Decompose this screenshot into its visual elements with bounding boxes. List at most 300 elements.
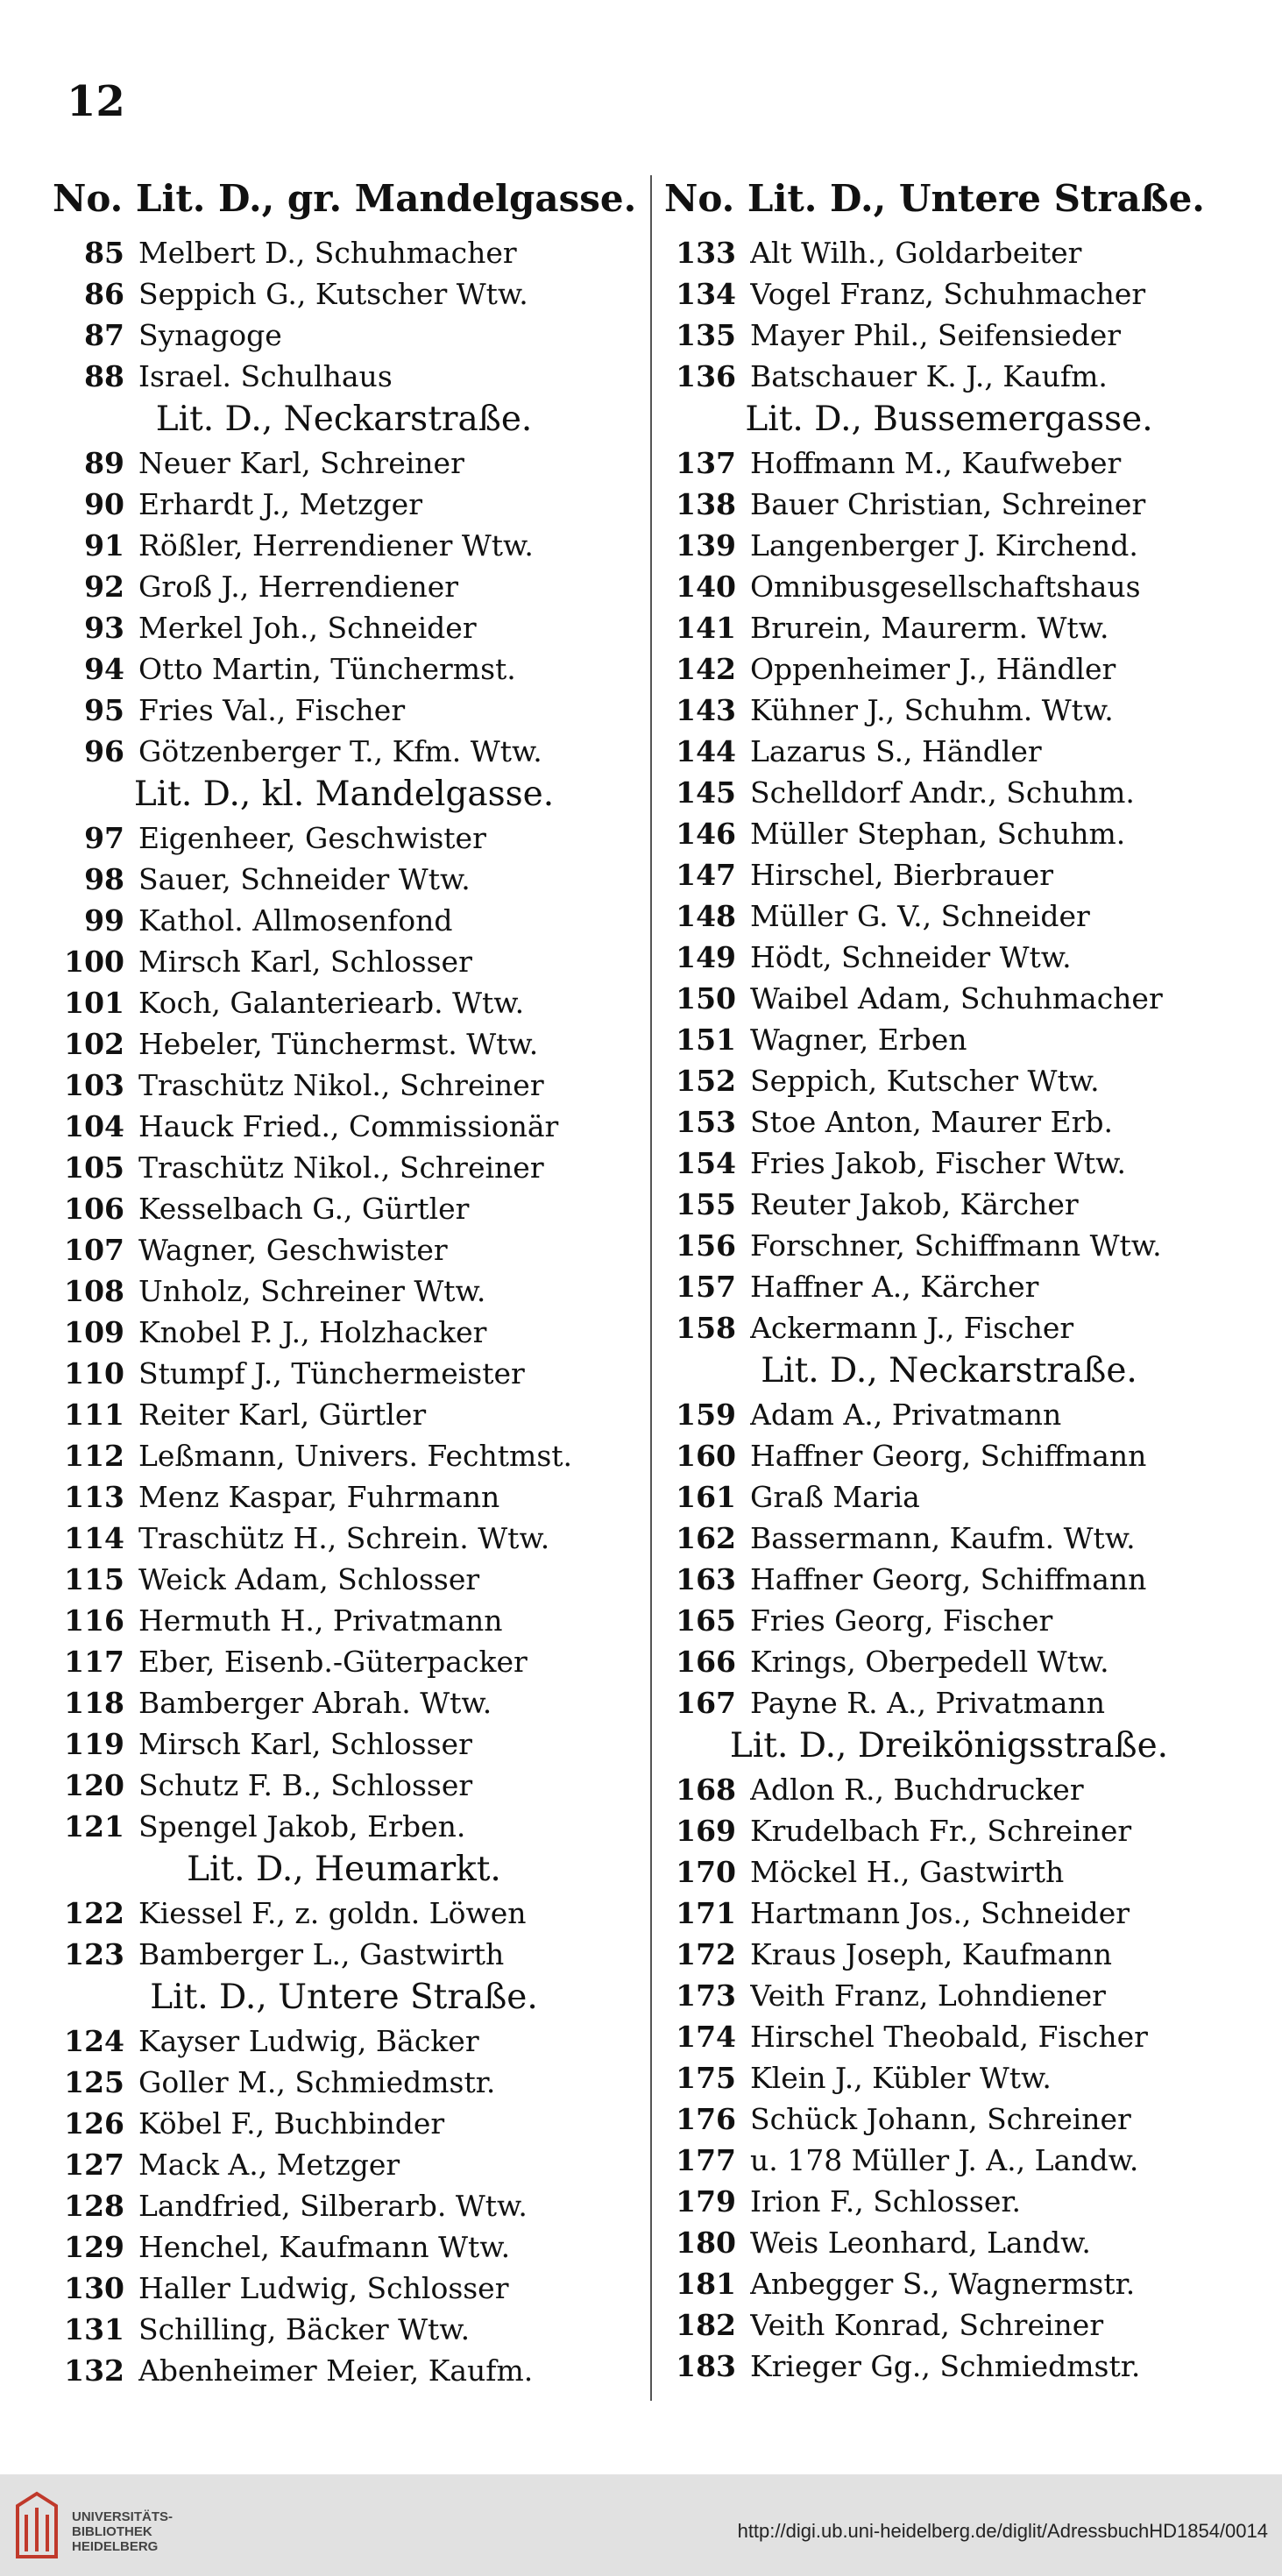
directory-entry bbox=[664, 1143, 1234, 1184]
resident-name: Traschütz H., Schrein. Wtw. bbox=[138, 1521, 550, 1555]
resident-name: Bassermann, Kaufm. Wtw. bbox=[750, 1521, 1136, 1555]
house-number: 95 bbox=[84, 693, 124, 727]
house-number: 135 bbox=[676, 318, 736, 352]
directory-entry bbox=[53, 690, 635, 731]
resident-name: Koch, Galanteriearb. Wtw. bbox=[138, 986, 525, 1020]
resident-name: Synagoge bbox=[138, 318, 282, 352]
directory-entry bbox=[53, 2309, 635, 2350]
directory-entry bbox=[664, 813, 1234, 854]
resident-name: Langenberger J. Kirchend. bbox=[750, 528, 1138, 563]
resident-name: Haller Ludwig, Schlosser bbox=[138, 2271, 509, 2305]
section-heading: Lit. D., kl. Mandelgasse. bbox=[133, 775, 555, 814]
resident-name: Eigenheer, Geschwister bbox=[138, 821, 486, 855]
directory-entry bbox=[664, 607, 1234, 648]
resident-name: Krudelbach Fr., Schreiner bbox=[750, 1814, 1132, 1848]
house-number: 113 bbox=[64, 1480, 124, 1514]
directory-entry bbox=[53, 1312, 635, 1353]
directory-entry bbox=[53, 1518, 635, 1559]
directory-entry bbox=[664, 1769, 1234, 1810]
section-heading: Lit. D., Bussemergasse. bbox=[745, 400, 1153, 439]
directory-entry bbox=[53, 2268, 635, 2309]
resident-name: Forschner, Schiffmann Wtw. bbox=[750, 1228, 1162, 1263]
house-number: 139 bbox=[676, 528, 736, 563]
house-number: 152 bbox=[676, 1064, 736, 1098]
resident-name: Kühner J., Schuhm. Wtw. bbox=[750, 693, 1114, 727]
section-heading: Lit. D., Neckarstraße. bbox=[155, 400, 533, 439]
resident-name: Haffner A., Kärcher bbox=[750, 1270, 1039, 1304]
directory-entry bbox=[664, 1184, 1234, 1225]
library-name bbox=[72, 2509, 173, 2554]
directory-entry bbox=[664, 232, 1234, 273]
resident-name: Hauck Fried., Commissionär bbox=[138, 1109, 559, 1143]
house-number: 137 bbox=[676, 446, 736, 480]
directory-entry bbox=[53, 1765, 635, 1806]
house-number: 92 bbox=[84, 570, 124, 604]
house-number: 119 bbox=[64, 1727, 124, 1761]
directory-entry bbox=[53, 2020, 635, 2062]
house-number: 179 bbox=[676, 2184, 736, 2219]
house-number: 170 bbox=[676, 1855, 736, 1889]
house-number: 104 bbox=[64, 1109, 124, 1143]
house-number: 124 bbox=[64, 2024, 124, 2058]
house-number: 174 bbox=[676, 2020, 736, 2054]
library-name-line-2: BIBLIOTHEK bbox=[72, 2524, 152, 2539]
library-name-line-1: UNIVERSITÄTS- bbox=[72, 2509, 174, 2524]
house-number: 158 bbox=[676, 1311, 736, 1345]
resident-name: Mirsch Karl, Schlosser bbox=[138, 1727, 472, 1761]
house-number: 159 bbox=[676, 1398, 736, 1432]
directory-entry bbox=[53, 2185, 635, 2226]
house-number: 147 bbox=[676, 858, 736, 892]
house-number: 123 bbox=[64, 1937, 124, 1971]
house-number: 154 bbox=[676, 1146, 736, 1180]
resident-name: Spengel Jakob, Erben. bbox=[138, 1809, 466, 1844]
house-number: 173 bbox=[676, 1978, 736, 2013]
section-heading: No. Lit. D., Untere Straße. bbox=[664, 177, 1205, 220]
house-number: 93 bbox=[84, 611, 124, 645]
directory-entry bbox=[53, 1353, 635, 1394]
resident-name: Adlon R., Buchdrucker bbox=[750, 1773, 1084, 1807]
house-number: 149 bbox=[676, 940, 736, 974]
resident-name: Knobel P. J., Holzhacker bbox=[138, 1315, 487, 1349]
resident-name: Hebeler, Tünchermst. Wtw. bbox=[138, 1027, 539, 1061]
resident-name: Krieger Gg., Schmiedmstr. bbox=[750, 2349, 1141, 2383]
directory-entry bbox=[53, 1476, 635, 1518]
directory-entry bbox=[664, 1307, 1234, 1348]
column-divider bbox=[650, 175, 652, 2401]
house-number: 176 bbox=[676, 2102, 736, 2136]
house-number: 162 bbox=[676, 1521, 736, 1555]
house-number: 86 bbox=[84, 277, 124, 311]
resident-name: Adam A., Privatmann bbox=[750, 1398, 1062, 1432]
resident-name: Hoffmann M., Kaufweber bbox=[750, 446, 1122, 480]
resident-name: Menz Kaspar, Fuhrmann bbox=[138, 1480, 500, 1514]
house-number: 183 bbox=[676, 2349, 736, 2383]
resident-name: Klein J., Kübler Wtw. bbox=[750, 2061, 1052, 2095]
resident-name: Möckel H., Gastwirth bbox=[750, 1855, 1065, 1889]
resident-name: Alt Wilh., Goldarbeiter bbox=[750, 236, 1082, 270]
directory-entry bbox=[664, 1101, 1234, 1143]
directory-entry bbox=[53, 982, 635, 1023]
directory-entry bbox=[53, 1394, 635, 1435]
house-number: 127 bbox=[64, 2148, 124, 2182]
house-number: 153 bbox=[676, 1105, 736, 1139]
resident-name: Goller M., Schmiedmstr. bbox=[138, 2065, 496, 2099]
house-number: 151 bbox=[676, 1023, 736, 1057]
directory-entry bbox=[664, 2346, 1234, 2387]
directory-entry bbox=[664, 1934, 1234, 1975]
directory-entry bbox=[53, 2144, 635, 2185]
house-number: 144 bbox=[676, 734, 736, 768]
house-number: 138 bbox=[676, 487, 736, 521]
directory-entry bbox=[53, 1723, 635, 1765]
resident-name: Brurein, Maurerm. Wtw. bbox=[750, 611, 1109, 645]
resident-name: Kesselbach G., Gürtler bbox=[138, 1192, 470, 1226]
house-number: 89 bbox=[84, 446, 124, 480]
resident-name: Veith Franz, Lohndiener bbox=[750, 1978, 1106, 2013]
resident-name: Kraus Joseph, Kaufmann bbox=[750, 1937, 1112, 1971]
resident-name: Traschütz Nikol., Schreiner bbox=[138, 1068, 544, 1102]
directory-entry bbox=[664, 1893, 1234, 1934]
house-number: 107 bbox=[64, 1233, 124, 1267]
resident-name: Waibel Adam, Schuhmacher bbox=[750, 981, 1163, 1016]
house-number: 110 bbox=[64, 1356, 124, 1391]
house-number: 171 bbox=[676, 1896, 736, 1930]
directory-entry bbox=[53, 1270, 635, 1312]
directory-entry bbox=[53, 941, 635, 982]
directory-entry bbox=[53, 1893, 635, 1934]
resident-name: Batschauer K. J., Kaufm. bbox=[750, 359, 1108, 393]
resident-name: Ackermann J., Fischer bbox=[750, 1311, 1074, 1345]
resident-name: Eber, Eisenb.-Güterpacker bbox=[138, 1645, 528, 1679]
directory-entry bbox=[664, 2057, 1234, 2098]
resident-name: Krings, Oberpedell Wtw. bbox=[750, 1645, 1109, 1679]
resident-name: Fries Georg, Fischer bbox=[750, 1603, 1053, 1638]
house-number: 88 bbox=[84, 359, 124, 393]
house-number: 177 bbox=[676, 2143, 736, 2177]
house-number: 102 bbox=[64, 1027, 124, 1061]
directory-entry bbox=[53, 859, 635, 900]
house-number: 112 bbox=[64, 1439, 124, 1473]
directory-entry bbox=[53, 1188, 635, 1229]
house-number: 134 bbox=[676, 277, 736, 311]
house-number: 91 bbox=[84, 528, 124, 563]
directory-entry bbox=[53, 2103, 635, 2144]
resident-name: Mack A., Metzger bbox=[138, 2148, 400, 2182]
directory-entry bbox=[664, 895, 1234, 937]
directory-entry bbox=[664, 978, 1234, 1019]
directory-entry bbox=[53, 1934, 635, 1975]
house-number: 172 bbox=[676, 1937, 736, 1971]
resident-name: Graß Maria bbox=[750, 1480, 920, 1514]
directory-entry bbox=[53, 566, 635, 607]
directory-entry bbox=[53, 1435, 635, 1476]
house-number: 148 bbox=[676, 899, 736, 933]
directory-entry bbox=[664, 273, 1234, 315]
resident-name: Haffner Georg, Schiffmann bbox=[750, 1562, 1147, 1596]
house-number: 126 bbox=[64, 2106, 124, 2141]
resident-name: Veith Konrad, Schreiner bbox=[750, 2308, 1104, 2342]
directory-entry bbox=[53, 356, 635, 397]
resident-name: Melbert D., Schuhmacher bbox=[138, 236, 517, 270]
house-number: 133 bbox=[676, 236, 736, 270]
directory-entry bbox=[664, 690, 1234, 731]
house-number: 97 bbox=[84, 821, 124, 855]
house-number: 96 bbox=[84, 734, 124, 768]
resident-name: Stumpf J., Tünchermeister bbox=[138, 1356, 525, 1391]
resident-name: Wagner, Erben bbox=[750, 1023, 967, 1057]
left-column bbox=[53, 171, 635, 2391]
house-number: 167 bbox=[676, 1686, 736, 1720]
directory-entry bbox=[664, 1060, 1234, 1101]
university-library-logo-icon bbox=[12, 2490, 61, 2560]
directory-entry bbox=[664, 356, 1234, 397]
house-number: 130 bbox=[64, 2271, 124, 2305]
source-url-link[interactable]: http://digi.ub.uni-heidelberg.de/diglit/AdressbuchHD1854/0014 bbox=[737, 2520, 1268, 2542]
resident-name: Schück Johann, Schreiner bbox=[750, 2102, 1131, 2136]
resident-name: Erhardt J., Metzger bbox=[138, 487, 422, 521]
directory-entry bbox=[664, 1518, 1234, 1559]
directory-entry bbox=[664, 442, 1234, 484]
house-number: 132 bbox=[64, 2353, 124, 2388]
resident-name: Kathol. Allmosenfond bbox=[138, 903, 453, 938]
resident-name: Irion F., Schlosser. bbox=[750, 2184, 1022, 2219]
house-number: 169 bbox=[676, 1814, 736, 1848]
resident-name: Mayer Phil., Seifensieder bbox=[750, 318, 1122, 352]
house-number: 161 bbox=[676, 1480, 736, 1514]
resident-name: Köbel F., Buchbinder bbox=[138, 2106, 445, 2141]
resident-name: Vogel Franz, Schuhmacher bbox=[750, 277, 1146, 311]
directory-entry bbox=[53, 315, 635, 356]
directory-entry bbox=[53, 1806, 635, 1847]
house-number: 105 bbox=[64, 1150, 124, 1185]
directory-entry bbox=[664, 1641, 1234, 1682]
directory-entry bbox=[664, 2098, 1234, 2140]
directory-entry bbox=[53, 1147, 635, 1188]
house-number: 99 bbox=[84, 903, 124, 938]
directory-entry bbox=[53, 2350, 635, 2391]
resident-name: Stoe Anton, Maurer Erb. bbox=[750, 1105, 1113, 1139]
house-number: 143 bbox=[676, 693, 736, 727]
section-heading: Lit. D., Dreikönigsstraße. bbox=[729, 1726, 1169, 1766]
directory-entry bbox=[664, 937, 1234, 978]
house-number: 181 bbox=[676, 2267, 736, 2301]
directory-entry bbox=[664, 1682, 1234, 1723]
house-number: 118 bbox=[64, 1686, 124, 1720]
house-number: 121 bbox=[64, 1809, 124, 1844]
resident-name: Müller Stephan, Schuhm. bbox=[750, 817, 1126, 851]
resident-name: Bauer Christian, Schreiner bbox=[750, 487, 1146, 521]
directory-entry bbox=[664, 1394, 1234, 1435]
house-number: 145 bbox=[676, 775, 736, 810]
resident-name: Payne R. A., Privatmann bbox=[750, 1686, 1106, 1720]
directory-entry bbox=[53, 232, 635, 273]
directory-entry bbox=[53, 484, 635, 525]
resident-name: Israel. Schulhaus bbox=[138, 359, 393, 393]
resident-name: Seppich, Kutscher Wtw. bbox=[750, 1064, 1100, 1098]
directory-entry bbox=[664, 854, 1234, 895]
resident-name: Seppich G., Kutscher Wtw. bbox=[138, 277, 528, 311]
house-number: 114 bbox=[64, 1521, 124, 1555]
resident-name: Unholz, Schreiner Wtw. bbox=[138, 1274, 486, 1308]
house-number: 85 bbox=[84, 236, 124, 270]
house-number: 103 bbox=[64, 1068, 124, 1102]
directory-entry bbox=[664, 772, 1234, 813]
resident-name: Abenheimer Meier, Kaufm. bbox=[138, 2353, 534, 2388]
directory-entry bbox=[664, 1019, 1234, 1060]
directory-entry bbox=[664, 648, 1234, 690]
directory-entry bbox=[664, 525, 1234, 566]
directory-entry bbox=[53, 1023, 635, 1065]
resident-name: Omnibusgesellschaftshaus bbox=[750, 570, 1141, 604]
house-number: 142 bbox=[676, 652, 736, 686]
directory-entry bbox=[664, 1266, 1234, 1307]
house-number: 157 bbox=[676, 1270, 736, 1304]
resident-name: Schutz F. B., Schlosser bbox=[138, 1768, 473, 1802]
resident-name: Schelldorf Andr., Schuhm. bbox=[750, 775, 1135, 810]
directory-entry bbox=[664, 2263, 1234, 2304]
directory-entry bbox=[53, 607, 635, 648]
directory-entry bbox=[53, 1065, 635, 1106]
right-column bbox=[664, 171, 1234, 2387]
section-heading: No. Lit. D., gr. Mandelgasse. bbox=[53, 177, 637, 220]
house-number: 150 bbox=[676, 981, 736, 1016]
section-heading: Lit. D., Untere Straße. bbox=[150, 1978, 538, 2017]
resident-name: Neuer Karl, Schreiner bbox=[138, 446, 464, 480]
resident-name: Haffner Georg, Schiffmann bbox=[750, 1439, 1147, 1473]
house-number: 101 bbox=[64, 986, 124, 1020]
directory-entry bbox=[664, 2181, 1234, 2222]
house-number: 165 bbox=[676, 1603, 736, 1638]
resident-name: Schilling, Bäcker Wtw. bbox=[138, 2312, 471, 2346]
resident-name: Müller G. V., Schneider bbox=[750, 899, 1090, 933]
resident-name: Henchel, Kaufmann Wtw. bbox=[138, 2230, 511, 2264]
section-heading: Lit. D., Heumarkt. bbox=[187, 1850, 501, 1889]
house-number: 140 bbox=[676, 570, 736, 604]
directory-entry bbox=[53, 273, 635, 315]
directory-entry bbox=[53, 900, 635, 941]
house-number: 182 bbox=[676, 2308, 736, 2342]
resident-name: Hermuth H., Privatmann bbox=[138, 1603, 503, 1638]
viewer-footer bbox=[0, 2474, 1282, 2576]
house-number: 141 bbox=[676, 611, 736, 645]
house-number: 122 bbox=[64, 1896, 124, 1930]
resident-name: Landfried, Silberarb. Wtw. bbox=[138, 2189, 528, 2223]
resident-name: u. 178 Müller J. A., Landw. bbox=[750, 2143, 1139, 2177]
house-number: 163 bbox=[676, 1562, 736, 1596]
directory-entry bbox=[664, 1600, 1234, 1641]
house-number: 109 bbox=[64, 1315, 124, 1349]
house-number: 136 bbox=[676, 359, 736, 393]
directory-entry bbox=[664, 2140, 1234, 2181]
house-number: 116 bbox=[64, 1603, 124, 1638]
resident-name: Traschütz Nikol., Schreiner bbox=[138, 1150, 544, 1185]
resident-name: Fries Val., Fischer bbox=[138, 693, 406, 727]
resident-name: Merkel Joh., Schneider bbox=[138, 611, 477, 645]
directory-entry bbox=[53, 1682, 635, 1723]
directory-entry bbox=[53, 442, 635, 484]
house-number: 94 bbox=[84, 652, 124, 686]
directory-entry bbox=[53, 731, 635, 772]
resident-name: Götzenberger T., Kfm. Wtw. bbox=[138, 734, 542, 768]
directory-entry bbox=[53, 525, 635, 566]
house-number: 166 bbox=[676, 1645, 736, 1679]
directory-entry bbox=[664, 315, 1234, 356]
page-number: 12 bbox=[67, 77, 125, 126]
directory-entry bbox=[664, 2222, 1234, 2263]
resident-name: Leßmann, Univers. Fechtmst. bbox=[138, 1439, 573, 1473]
directory-entry bbox=[53, 1600, 635, 1641]
directory-entry bbox=[664, 1225, 1234, 1266]
house-number: 87 bbox=[84, 318, 124, 352]
resident-name: Mirsch Karl, Schlosser bbox=[138, 945, 472, 979]
resident-name: Wagner, Geschwister bbox=[138, 1233, 448, 1267]
resident-name: Bamberger L., Gastwirth bbox=[138, 1937, 505, 1971]
resident-name: Sauer, Schneider Wtw. bbox=[138, 862, 471, 896]
directory-entry bbox=[664, 484, 1234, 525]
house-number: 168 bbox=[676, 1773, 736, 1807]
directory-entry bbox=[53, 2062, 635, 2103]
resident-name: Anbegger S., Wagnermstr. bbox=[750, 2267, 1136, 2301]
directory-entry bbox=[664, 566, 1234, 607]
directory-entry bbox=[53, 1559, 635, 1600]
directory-entry bbox=[664, 2016, 1234, 2057]
resident-name: Otto Martin, Tünchermst. bbox=[138, 652, 516, 686]
house-number: 120 bbox=[64, 1768, 124, 1802]
house-number: 115 bbox=[64, 1562, 124, 1596]
library-name-line-3: HEIDELBERG bbox=[72, 2539, 159, 2554]
directory-entry bbox=[53, 648, 635, 690]
resident-name: Lazarus S., Händler bbox=[750, 734, 1042, 768]
directory-entry bbox=[664, 1435, 1234, 1476]
resident-name: Weis Leonhard, Landw. bbox=[750, 2226, 1091, 2260]
directory-entry bbox=[664, 1851, 1234, 1893]
directory-entry bbox=[53, 1106, 635, 1147]
directory-entry bbox=[664, 1559, 1234, 1600]
resident-name: Fries Jakob, Fischer Wtw. bbox=[750, 1146, 1126, 1180]
house-number: 90 bbox=[84, 487, 124, 521]
resident-name: Oppenheimer J., Händler bbox=[750, 652, 1116, 686]
resident-name: Hödt, Schneider Wtw. bbox=[750, 940, 1072, 974]
directory-entry bbox=[53, 817, 635, 859]
directory-entry bbox=[664, 2304, 1234, 2346]
house-number: 125 bbox=[64, 2065, 124, 2099]
resident-name: Rößler, Herrendiener Wtw. bbox=[138, 528, 534, 563]
directory-entry bbox=[664, 1810, 1234, 1851]
directory-entry bbox=[53, 1229, 635, 1270]
resident-name: Bamberger Abrah. Wtw. bbox=[138, 1686, 492, 1720]
resident-name: Groß J., Herrendiener bbox=[138, 570, 459, 604]
house-number: 175 bbox=[676, 2061, 736, 2095]
house-number: 117 bbox=[64, 1645, 124, 1679]
resident-name: Hirschel, Bierbrauer bbox=[750, 858, 1054, 892]
house-number: 160 bbox=[676, 1439, 736, 1473]
resident-name: Hartmann Jos., Schneider bbox=[750, 1896, 1130, 1930]
directory-entry bbox=[53, 2226, 635, 2268]
house-number: 129 bbox=[64, 2230, 124, 2264]
house-number: 100 bbox=[64, 945, 124, 979]
directory-entry bbox=[53, 1641, 635, 1682]
house-number: 106 bbox=[64, 1192, 124, 1226]
resident-name: Reiter Karl, Gürtler bbox=[138, 1398, 427, 1432]
resident-name: Reuter Jakob, Kärcher bbox=[750, 1187, 1079, 1221]
house-number: 131 bbox=[64, 2312, 124, 2346]
house-number: 146 bbox=[676, 817, 736, 851]
house-number: 128 bbox=[64, 2189, 124, 2223]
house-number: 180 bbox=[676, 2226, 736, 2260]
house-number: 108 bbox=[64, 1274, 124, 1308]
directory-entry bbox=[664, 1975, 1234, 2016]
